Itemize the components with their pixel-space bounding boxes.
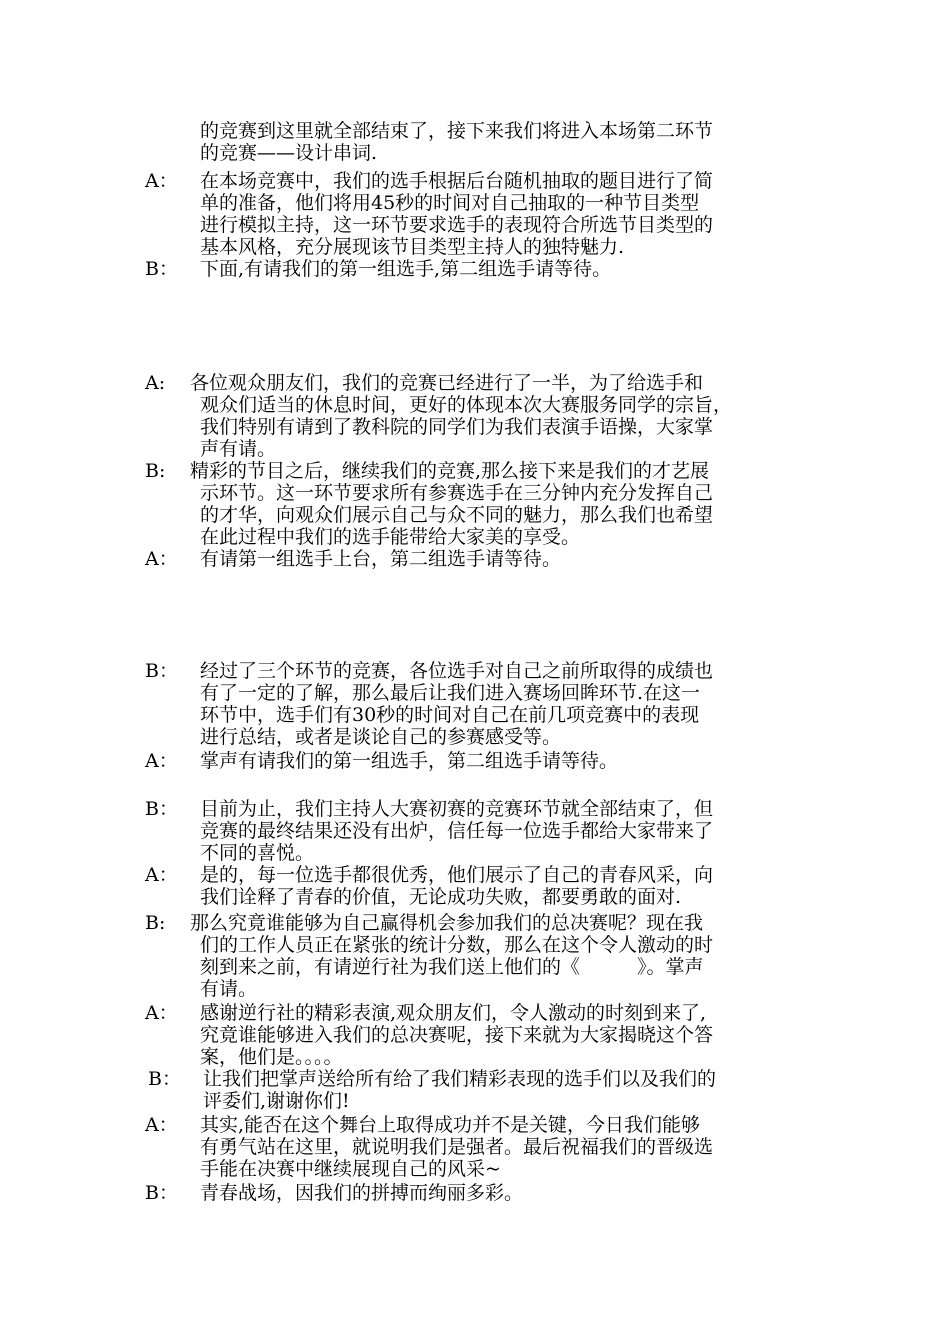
text-line: 不同的喜悦。: [200, 842, 315, 864]
text-line: 经过了三个环节的竞赛，各位选手对自己之前所取得的成绩也: [200, 660, 714, 682]
text-line: 刻到来之前，有请逆行社为我们送上他们的《 》。掌声: [200, 956, 704, 978]
text-line: 竞赛的最终结果还没有出炉，信任每一位选手都给大家带来了: [200, 820, 714, 842]
text-line: 掌声有请我们的第一组选手，第二组选手请等待。: [200, 750, 619, 772]
dialogue-text: [200, 548, 830, 570]
text-line: 在本场竞赛中，我们的选手根据后台随机抽取的题目进行了简: [200, 170, 714, 192]
text-line: 有了一定的了解，那么最后让我们进入赛场回眸环节.在这一: [200, 682, 701, 704]
dialogue-text: [200, 864, 830, 908]
text-line: 究竟谁能够进入我们的总决赛呢，接下来就为大家揭晓这个答: [200, 1024, 714, 1046]
text-line: 我们诠释了青春的价值，无论成功失败，都要勇敢的面对.: [200, 886, 682, 908]
text-line: 有勇气站在这里，就说明我们是强者。最后祝福我们的晋级选: [200, 1136, 714, 1158]
dialogue-text: [200, 1182, 830, 1204]
text-line: 观众们适当的休息时间，更好的体现本次大赛服务同学的宗旨，: [200, 394, 733, 416]
text-line: 案，他们是。。。。: [200, 1046, 343, 1068]
speaker-label: B:: [145, 460, 166, 482]
text-line: 目前为止，我们主持人大赛初赛的竞赛环节就全部结束了，但: [200, 798, 714, 820]
speaker-label: A：: [145, 548, 178, 570]
dialogue-text: [190, 460, 820, 548]
speaker-label: B：: [145, 798, 178, 820]
text-line: 有请。: [200, 978, 258, 1000]
text-line: 环节中，选手们有30秒的时间对自己在前几项竞赛中的表现: [200, 704, 700, 726]
dialogue-text: [203, 1068, 833, 1112]
dialogue-text: [200, 258, 830, 280]
text-line: 基本风格，充分展现该节目类型主持人的独特魅力.: [200, 236, 625, 258]
text-line: 声有请。: [200, 438, 277, 460]
text-line: 其实,能否在这个舞台上取得成功并不是关键，今日我们能够: [200, 1114, 701, 1136]
speaker-label: B:: [145, 912, 166, 934]
dialogue-text: [190, 912, 820, 1000]
text-line: 进行模拟主持，这一环节要求选手的表现符合所选节目类型的: [200, 214, 714, 236]
speaker-label: A：: [145, 1002, 178, 1024]
dialogue-text: [200, 120, 830, 164]
text-line: 评委们,谢谢你们!: [203, 1090, 350, 1112]
text-line: 精彩的节目之后，继续我们的竞赛,那么接下来是我们的才艺展: [190, 460, 710, 482]
text-line: 手能在决赛中继续展现自己的风采~: [200, 1158, 501, 1180]
dialogue-text: [200, 1114, 830, 1180]
text-line: 们的工作人员正在紧张的统计分数，那么在这个令人激动的时: [200, 934, 714, 956]
text-line: 那么究竟谁能够为自己赢得机会参加我们的总决赛呢？现在我: [190, 912, 704, 934]
text-line: 的竞赛到这里就全部结束了，接下来我们将进入本场第二环节: [200, 120, 714, 142]
speaker-label: A:: [145, 372, 166, 394]
dialogue-text: [200, 798, 830, 864]
speaker-label: B：: [145, 660, 178, 682]
text-line: 的竞赛——设计串词.: [200, 142, 378, 164]
speaker-label: A：: [145, 864, 178, 886]
text-line: 的才华，向观众们展示自己与众不同的魅力，那么我们也希望: [200, 504, 714, 526]
text-line: 在此过程中我们的选手能带给大家美的享受。: [200, 526, 581, 548]
text-line: 有请第一组选手上台，第二组选手请等待。: [200, 548, 562, 570]
dialogue-text: [200, 1002, 830, 1068]
speaker-label: A：: [145, 1114, 178, 1136]
text-line: 是的，每一位选手都很优秀，他们展示了自己的青春风采，向: [200, 864, 714, 886]
text-line: 单的准备，他们将用45秒的时间对自己抽取的一种节目类型: [200, 192, 700, 214]
text-line: 进行总结，或者是谈论自己的参赛感受等。: [200, 726, 562, 748]
dialogue-text: [200, 660, 830, 748]
dialogue-text: [200, 170, 830, 258]
text-line: 示环节。这一环节要求所有参赛选手在三分钟内充分发挥自己: [200, 482, 714, 504]
speaker-label: A：: [145, 750, 178, 772]
dialogue-text: [190, 372, 820, 460]
text-line: 我们特别有请到了教科院的同学们为我们表演手语操，大家掌: [200, 416, 714, 438]
text-line: 下面,有请我们的第一组选手,第二组选手请等待。: [200, 258, 612, 280]
dialogue-text: [200, 750, 830, 772]
text-line: 让我们把掌声送给所有给了我们精彩表现的选手们以及我们的: [203, 1068, 717, 1090]
speaker-label: A：: [145, 170, 178, 192]
text-line: 感谢逆行社的精彩表演,观众朋友们，令人激动的时刻到来了,: [200, 1002, 707, 1024]
text-line: 青春战场，因我们的拼搏而绚丽多彩。: [200, 1182, 524, 1204]
speaker-label: B：: [145, 258, 178, 280]
text-line: 各位观众朋友们，我们的竞赛已经进行了一半，为了给选手和: [190, 372, 704, 394]
speaker-label: B：: [145, 1182, 178, 1204]
speaker-label: B：: [148, 1068, 181, 1090]
